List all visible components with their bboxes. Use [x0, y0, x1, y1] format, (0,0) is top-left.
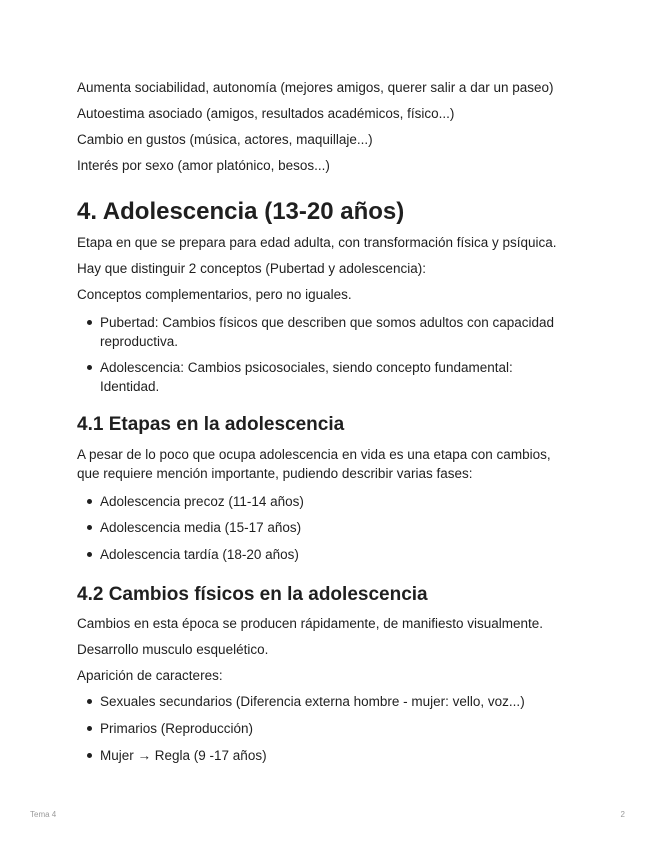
list-item: Adolescencia precoz (11-14 años) [77, 492, 570, 511]
list-item: Adolescencia media (15-17 años) [77, 518, 570, 537]
list-item: Mujer → Regla (9 -17 años) [77, 746, 570, 765]
section-4-2-paragraph-3: Aparición de caracteres: [77, 668, 223, 683]
intro-line-1: Aumenta sociabilidad, autonomía (mejores amigos, querer salir a dar un paseo) [77, 80, 554, 95]
section-4-1-paragraph: A pesar de lo poco que ocupa adolescencia en vida es una etapa con cambios, que requiere mención importante, pudiendo describir varias fases: [77, 447, 551, 481]
section-4-heading: 4. Adolescencia (13-20 años) [77, 198, 405, 225]
section-4-1-heading: 4.1 Etapas en la adolescencia [77, 414, 345, 435]
section-4-paragraph-1: Etapa en que se prepara para edad adulta, con transformación física y psíquica. [77, 235, 557, 250]
section-4-paragraph-3: Conceptos complementarios, pero no iguales. [77, 287, 352, 302]
intro-line-3: Cambio en gustos (música, actores, maquillaje...) [77, 132, 373, 147]
list-item: Sexuales secundarios (Diferencia externa hombre - mujer: vello, voz...) [77, 692, 570, 711]
intro-line-2: Autoestima asociado (amigos, resultados académicos, físico...) [77, 106, 455, 121]
section-4-2-paragraph-1: Cambios en esta época se producen rápidamente, de manifiesto visualmente. [77, 616, 544, 631]
list-item: Adolescencia: Cambios psicosociales, siendo concepto fundamental: Identidad. [77, 358, 570, 396]
intro-line-4: Interés por sexo (amor platónico, besos...) [77, 158, 330, 173]
section-4-paragraph-2: Hay que distinguir 2 conceptos (Pubertad y adolescencia): [77, 261, 426, 276]
list-item: Adolescencia tardía (18-20 años) [77, 545, 570, 564]
section-4-2-heading: 4.2 Cambios físicos en la adolescencia [77, 584, 428, 605]
list-item: Pubertad: Cambios físicos que describen que somos adultos con capacidad reproductiva. [77, 313, 570, 351]
section-4-2-paragraph-2: Desarrollo musculo esquelético. [77, 642, 269, 657]
footer-chapter-label: Tema 4 [30, 810, 57, 819]
list-item: Primarios (Reproducción) [77, 719, 570, 738]
footer-page-number: 2 [620, 810, 625, 819]
